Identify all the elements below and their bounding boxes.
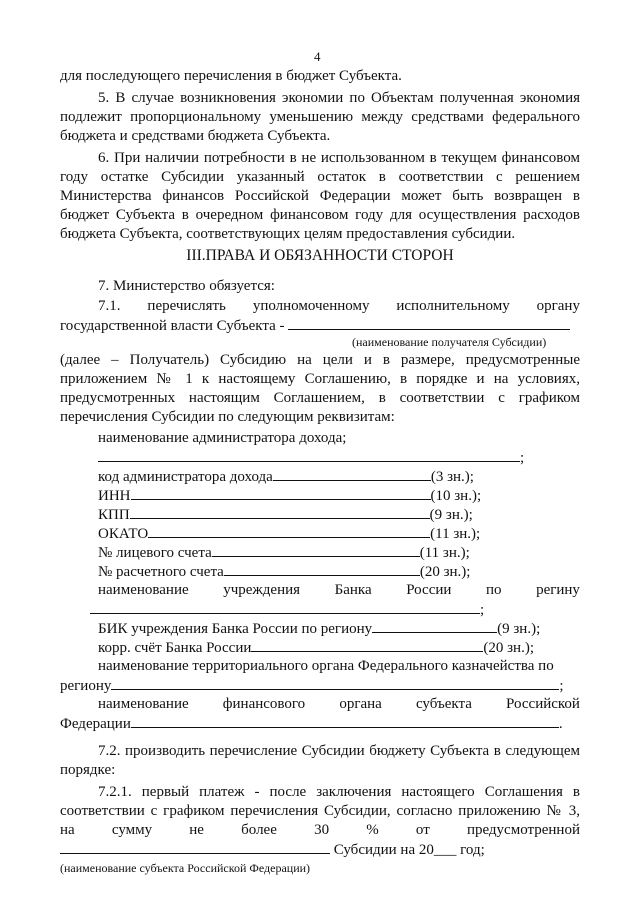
treasury-line: наименование территориального органа Федерального казначейства по	[98, 658, 554, 674]
field-row: № лицевого счета (11 зн.);	[98, 545, 470, 561]
corr-account-blank-line	[251, 639, 483, 652]
field-blank-line	[224, 563, 420, 576]
field-blank-line	[212, 544, 420, 557]
field-blank-line	[273, 468, 431, 481]
paragraph-7-1-line-6: перечисления Субсидии по следующим реквизитам:	[60, 409, 395, 425]
field-blank-line	[148, 525, 430, 538]
subject-caption: (наименование субъекта Российской Федерации)	[60, 861, 311, 875]
paragraph-7-2-line-1: 7.2. производить перечисление Субсидии бюджету Субъекта в следующем	[98, 743, 580, 759]
paragraph-7-2-1-line-2: соответствии с графиком перечисления Субсидии, согласно приложению № 3,	[60, 803, 580, 819]
bik-row: БИК учреждения Банка России по региону (9 зн.);	[98, 621, 541, 637]
admin-blank-row: ;	[98, 449, 524, 467]
paragraph-intro: для последующего перечисления в бюджет Субъекта.	[60, 68, 402, 84]
paragraph-7-1-line-3: (далее – Получатель) Субсидию на цели и в размере, предусмотренные	[60, 352, 580, 368]
federation-blank-line	[131, 715, 559, 728]
recipient-caption: (наименование получателя Субсидии)	[352, 335, 547, 349]
field-row: КПП (9 зн.);	[98, 507, 473, 523]
paragraph-7-2-1-line-1: 7.2.1. первый платеж - после заключения настоящего Соглашения в	[98, 784, 580, 800]
bank-blank-line	[90, 601, 480, 614]
paragraph-6-line-2: году остатке Субсидии указанный остаток в соответствии с решением	[60, 169, 580, 185]
subject-blank-line	[60, 841, 330, 854]
paragraph-7-2-line-2: порядке:	[60, 762, 116, 778]
paragraph-5-line-1: 5. В случае возникновения экономии по Объектам полученная экономия	[98, 90, 580, 106]
paragraph-5-line-3: бюджета и средствами бюджета Субъекта.	[60, 128, 331, 144]
page-number: 4	[314, 49, 321, 64]
federation-row: Федерации .	[60, 716, 563, 732]
bank-blank-row: ;	[90, 601, 484, 619]
field-row: код администратора дохода (3 зн.);	[98, 469, 474, 485]
paragraph-6-line-5: бюджета Субъекта, соответствующих целям предоставления субсидии.	[60, 226, 516, 242]
recipient-blank-line	[288, 317, 570, 330]
field-row: ИНН (10 зн.);	[98, 488, 482, 504]
paragraph-7: 7. Министерство обязуется:	[98, 278, 275, 294]
paragraph-7-1-line-5: предусмотренных настоящим Соглашением, в соответствии с графиком	[60, 390, 580, 406]
admin-blank-line	[98, 449, 520, 462]
paragraph-7-1-line-4: приложением № 1 к настоящему Соглашению, в порядке и на условиях,	[60, 371, 580, 387]
bank-name-line: наименование учреждения Банка России по регину	[98, 582, 580, 598]
paragraph-5-line-2: подлежит пропорциональному уменьшению между средствами федерального	[60, 109, 580, 125]
region-blank-line	[111, 677, 559, 690]
paragraph-7-2-1-line-3: на сумму не более 30 % от предусмотренной	[60, 822, 580, 838]
paragraph-6-line-3: Министерства финансов Российской Федерации может быть возвращен в	[60, 188, 580, 204]
paragraph-7-2-1-line-4: Субсидии на 20___ год;	[60, 841, 580, 859]
section-title: III.ПРАВА И ОБЯЗАННОСТИ СТОРОН	[186, 247, 454, 264]
field-blank-line	[130, 506, 430, 519]
corr-account-row: корр. счёт Банка России (20 зн.);	[98, 640, 534, 656]
field-row: № расчетного счета (20 зн.);	[98, 564, 471, 580]
bik-blank-line	[372, 620, 497, 633]
field-row: ОКАТО (11 зн.);	[98, 526, 481, 542]
finance-body-line: наименование финансового органа субъекта Российской	[98, 696, 580, 712]
paragraph-7-1-line-2: государственной власти Субъекта -	[60, 317, 580, 335]
paragraph-6-line-4: бюджет Субъекта в очередном финансовом году для осуществления расходов	[60, 207, 580, 223]
region-row: региону ;	[60, 678, 564, 694]
field-blank-line	[131, 487, 431, 500]
paragraph-6-line-1: 6. При наличии потребности в не использованном в текущем финансовом	[98, 150, 580, 166]
admin-label: наименование администратора дохода;	[98, 430, 347, 446]
paragraph-7-1-line-1: 7.1. перечислять уполномоченному исполнительному органу	[98, 298, 580, 314]
